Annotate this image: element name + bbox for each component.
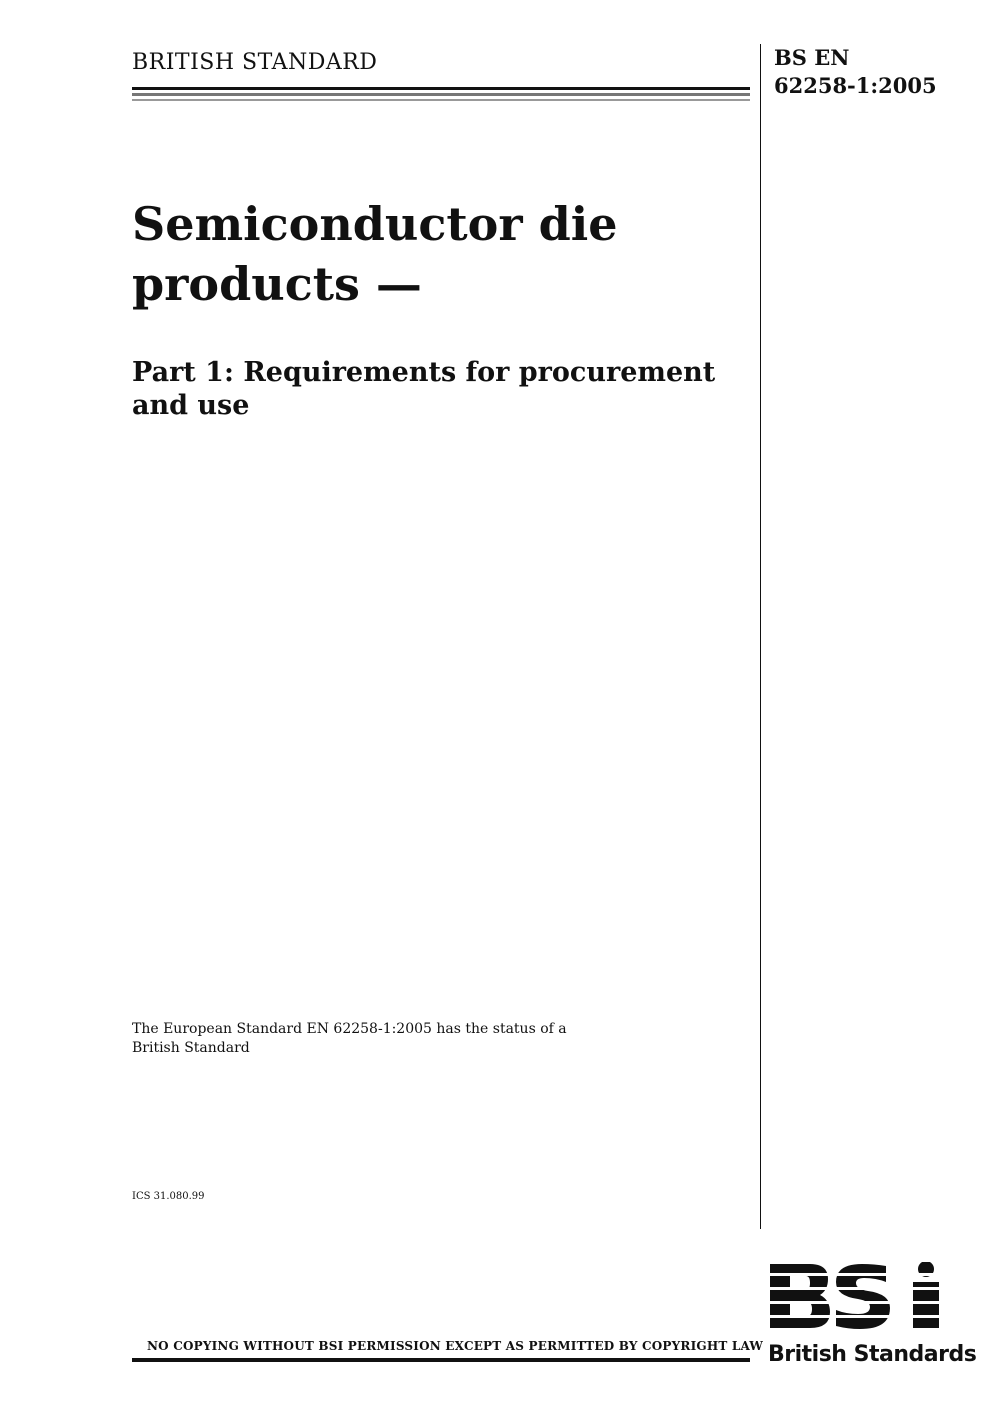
standard-number-line1: BS EN — [774, 45, 850, 70]
copyright-notice: NO COPYING WITHOUT BSI PERMISSION EXCEPT AS PERMITTED BY COPYRIGHT LAW — [147, 1339, 764, 1353]
title-line2: products — — [132, 257, 422, 311]
status-line2: British Standard — [132, 1040, 250, 1056]
title-line1: Semiconductor die — [132, 197, 618, 251]
vertical-divider — [760, 44, 761, 1229]
header-rule-top — [132, 87, 750, 90]
header-rule-bottom — [132, 99, 750, 101]
document-title — [132, 194, 742, 314]
document-subtitle — [132, 356, 752, 422]
subtitle-line2: and use — [132, 390, 250, 421]
subtitle-line1: Part 1: Requirements for procurement — [132, 357, 716, 388]
status-line1: The European Standard EN 62258-1:2005 has the status of a — [132, 1021, 567, 1037]
ics-code: ICS 31.080.99 — [132, 1191, 205, 1202]
standard-number-line2: 62258-1:2005 — [774, 73, 937, 98]
series-label: BRITISH STANDARD — [132, 50, 378, 75]
standard-number — [774, 44, 937, 100]
header-rule-middle — [132, 93, 750, 96]
bsi-logo-caption: British Standards — [768, 1342, 977, 1367]
status-statement — [132, 1020, 632, 1058]
footer-rule — [132, 1358, 750, 1362]
